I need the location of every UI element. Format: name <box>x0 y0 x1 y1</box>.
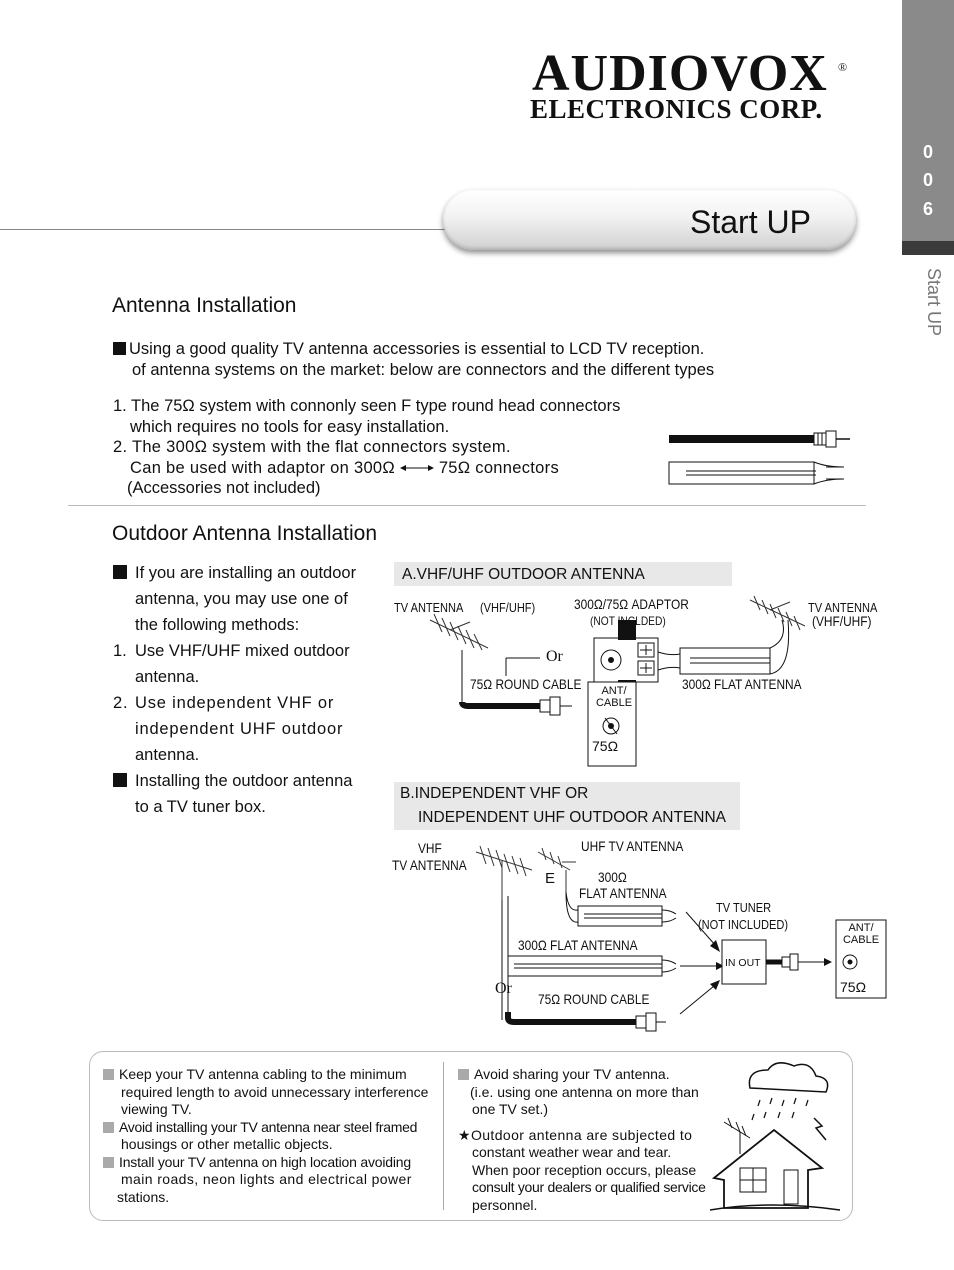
antenna-intro <box>113 339 714 380</box>
label-not-included: (NOT INCLDED) <box>590 614 666 628</box>
header-rule <box>0 229 450 230</box>
cable-label: CABLE <box>595 697 633 709</box>
label-flat-antenna: FLAT ANTENNA <box>579 885 667 901</box>
list-text: If you are installing an outdoor <box>135 564 357 582</box>
diagram-b-title-line: INDEPENDENT UHF OUTDOOR ANTENNA <box>418 809 727 826</box>
diagram-b-title-line: B.INDEPENDENT VHF OR <box>400 785 589 802</box>
tip-text: housings or other metallic objects. <box>121 1136 333 1152</box>
ant-label: ANT/ <box>848 922 874 934</box>
list-number: 2. <box>113 694 129 712</box>
bullet-square-icon <box>113 342 126 355</box>
tips-right <box>458 1066 708 1214</box>
list-text: antenna. <box>135 746 200 764</box>
intro-line: Using a good quality TV antenna accessories is essential to LCD TV reception. <box>129 340 705 358</box>
list-text: antenna, you may use one of <box>135 590 348 608</box>
ant-cable-label <box>836 922 886 946</box>
label-or: Or <box>495 980 512 997</box>
label-tv-antenna: TV ANTENNA <box>392 857 467 873</box>
tip-text: viewing TV. <box>121 1101 192 1117</box>
right-antenna-icon <box>750 596 805 630</box>
label-adaptor: 300Ω/75Ω ADAPTOR <box>574 596 689 612</box>
side-tab-bar <box>902 241 954 255</box>
list-text: independent UHF outdoor <box>135 720 344 738</box>
bullet-square-icon <box>458 1069 469 1080</box>
connector-illustration <box>666 425 856 490</box>
bullet-square-icon <box>113 773 127 787</box>
section-divider <box>68 505 866 506</box>
uhf-antenna-icon <box>538 848 576 892</box>
ant-cable-label <box>590 685 638 709</box>
round-cable-icon <box>669 431 850 447</box>
tip-text: personnel. <box>472 1196 538 1213</box>
registered-mark: ® <box>838 60 848 74</box>
tip-text: ★Outdoor antenna are subjected to <box>458 1126 693 1143</box>
ant-label: ANT/ <box>601 685 627 697</box>
adaptor-text-a: Can be used with adaptor on 300Ω <box>130 458 396 477</box>
list-text: antenna. <box>135 668 200 686</box>
list-item: which requires no tools for easy installation. <box>130 417 450 436</box>
tip-text: When poor reception occurs, please <box>472 1161 697 1178</box>
tip-text: main roads, neon lights and electrical power <box>121 1171 412 1187</box>
label-vhf-uhf-right: (VHF/UHF) <box>812 613 872 629</box>
tip-text: one TV set.) <box>472 1101 549 1117</box>
label-in-out: IN OUT <box>725 957 761 969</box>
label-vhf: VHF <box>418 840 442 856</box>
brand-logo: AUDIOVOX <box>532 45 828 102</box>
cable-label: CABLE <box>842 934 880 946</box>
f-connector-icon <box>540 697 572 715</box>
bullet-square-icon <box>103 1157 114 1168</box>
brand-subtitle: ELECTRONICS CORP. <box>530 94 823 124</box>
tip-text: consult your dealers or qualified service <box>472 1179 706 1195</box>
tip-text: Install your TV antenna on high location avoiding <box>119 1153 411 1170</box>
tip-text: required length to avoid unnecessary interference <box>121 1083 429 1100</box>
adaptor-text-b: 75Ω connectors <box>438 458 559 477</box>
left-antenna-icon <box>430 614 488 650</box>
label-uhf-tv-antenna: UHF TV ANTENNA <box>581 838 684 854</box>
label-tv-tuner: TV TUNER <box>716 900 772 915</box>
label-75-ohm: 75Ω <box>592 738 619 754</box>
storm-house-icon <box>710 1058 845 1213</box>
list-item: 2. The 300Ω system with the flat connectors system. <box>113 438 511 456</box>
list-item <box>113 458 620 479</box>
double-arrow-icon <box>400 463 434 473</box>
tip-text: stations. <box>117 1188 170 1205</box>
coax-jack-icon <box>843 955 857 969</box>
label-or: Or <box>546 648 563 665</box>
label-flat-antenna-2: 300Ω FLAT ANTENNA <box>518 937 638 953</box>
page-number-digit: 6 <box>922 199 933 219</box>
tips-divider <box>443 1062 444 1210</box>
outdoor-heading: Outdoor Antenna Installation <box>112 522 378 545</box>
outdoor-methods-list <box>113 560 373 820</box>
coax-jack-icon <box>603 718 619 734</box>
tip-text: Avoid sharing your TV antenna. <box>474 1066 670 1082</box>
list-text: Use VHF/UHF mixed outdoor <box>135 642 350 660</box>
list-text: Use independent VHF or <box>135 694 335 712</box>
tip-text: constant weather wear and tear. <box>472 1144 672 1160</box>
label-e: E <box>545 870 556 887</box>
label-round-cable: 75Ω ROUND CABLE <box>470 676 582 692</box>
antenna-heading: Antenna Installation <box>112 294 297 317</box>
label-75-ohm: 75Ω <box>840 979 867 995</box>
tips-left <box>103 1066 443 1206</box>
intro-line: of antenna systems on the market: below are connectors and the different types <box>132 360 715 379</box>
tip-text: (i.e. using one antenna on more than <box>470 1083 699 1100</box>
flat-cable-icon <box>669 462 844 484</box>
list-item: 1. The 75Ω system with connonly seen F type round head connectors <box>113 397 621 415</box>
bullet-square-icon <box>103 1069 114 1080</box>
page-number-digit: 0 <box>922 142 933 162</box>
list-number: 1. <box>113 642 127 660</box>
tip-text: Keep your TV antenna cabling to the minimum <box>119 1066 407 1082</box>
section-title: Start UP <box>690 204 811 240</box>
diagram-a-title: A.VHF/UHF OUTDOOR ANTENNA <box>394 562 732 586</box>
bullet-square-icon <box>103 1122 114 1133</box>
list-item: (Accessories not included) <box>127 479 321 497</box>
side-section-label: Start UP <box>924 268 944 337</box>
f-connector-icon <box>636 1013 666 1031</box>
label-tv-antenna-left: TV ANTENNA <box>394 600 464 615</box>
label-flat-antenna: 300Ω FLAT ANTENNA <box>682 676 802 692</box>
antenna-types-list <box>113 396 620 499</box>
page-number-digit: 0 <box>922 170 933 190</box>
vhf-antenna-icon <box>476 846 532 900</box>
label-vhf-uhf-left: (VHF/UHF) <box>480 600 536 615</box>
label-300-ohm: 300Ω <box>598 869 627 885</box>
bullet-square-icon <box>113 565 127 579</box>
list-text: to a TV tuner box. <box>135 798 266 816</box>
diagram-b-title <box>394 782 740 830</box>
list-text: Installing the outdoor antenna <box>135 772 353 790</box>
tip-text: Avoid installing your TV antenna near steel framed <box>119 1118 418 1135</box>
label-tv-antenna-right: TV ANTENNA <box>808 600 878 615</box>
label-round-cable: 75Ω ROUND CABLE <box>538 991 650 1007</box>
list-text: the following methods: <box>135 616 300 634</box>
label-not-included: (NOT INCLUDED) <box>698 917 789 932</box>
